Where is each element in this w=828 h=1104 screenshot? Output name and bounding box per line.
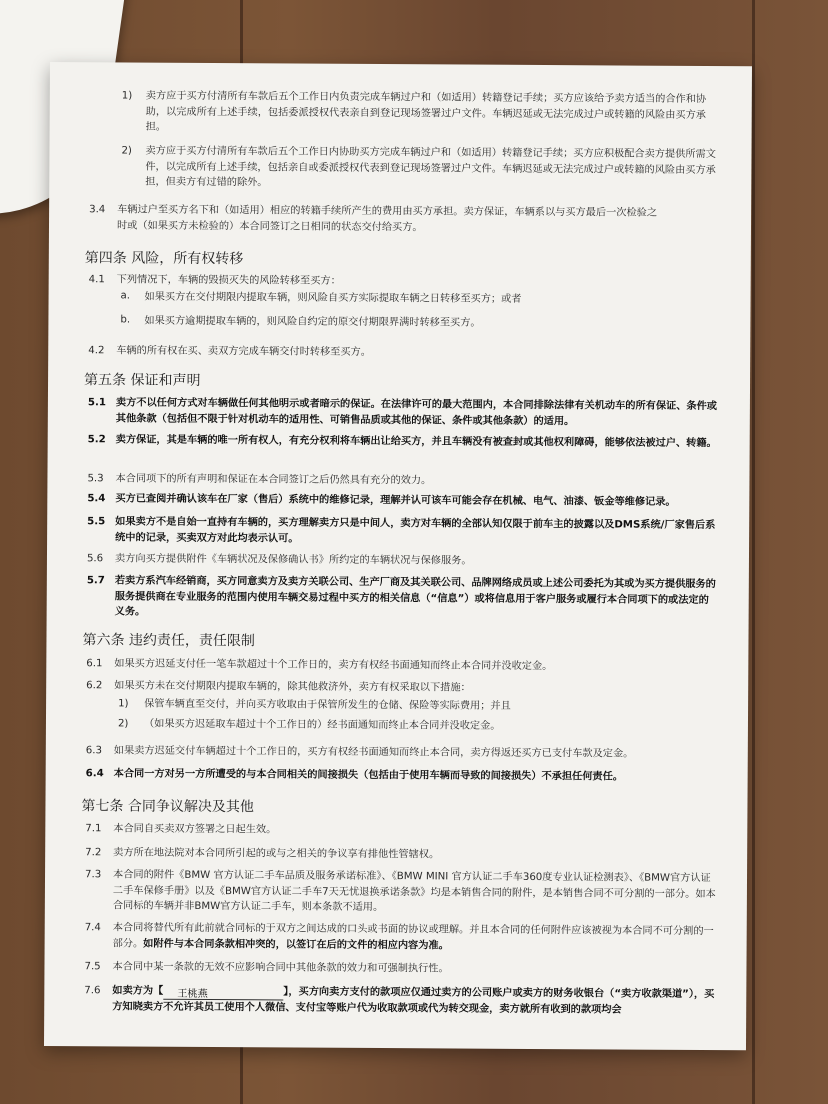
clause-number: 3.4 <box>89 204 106 216</box>
clause-text: 如果卖方迟延交付车辆超过十个工作日的，买方有权经书面通知而终止本合同，卖方得返还买方已支付车款及定金。 <box>113 745 634 760</box>
clause-number: 7.6 <box>84 985 101 997</box>
clause-text: 如果买方迟延支付任一笔车款超过十个工作日的，卖方有权经书面通知而终止本合同并没收定金。 <box>114 658 553 673</box>
clause-number: 7.3 <box>85 869 102 881</box>
clause-text: 本合同自买卖双方签署之日起生效。 <box>113 823 277 836</box>
clause-text: 如果买方逾期提取车辆的，则风险自约定的原交付期限界满时转移至买方。 <box>144 315 481 329</box>
item-number: 1) <box>121 90 133 102</box>
clause-number: 4.2 <box>88 345 105 357</box>
clause-text: 卖方应于买方付清所有车款后五个工作日内负责完成车辆过户和（如适用）转籍登记手续；买方应该给予卖方适当的合作和协助，以完成所有上述手续，包括委派授权代表亲自到登记现场签署过户文件。车辆迟延或无法完成过户或转籍的风险由买方承担。 <box>145 90 707 133</box>
clause-text: 本合同的附件《BMW 官方认证二手车品质及服务承诺标准》、《BMW MINI 官方认证二手车360度专业认证检测表》、《BMW官方认证二手车保修手册》以及《BMW官方认证二手车7天无忧退换承诺条款》均是本销售合同的附件，是本销售合同不可分割的一部分。如本合同标的车辆并非BMW官方认证二手车，则本条款不适用。 <box>112 869 716 914</box>
section-heading: 第六条 违约责任，责任限制 <box>82 632 255 650</box>
clause-text: 保管车辆直至交付，并向买方收取由于保管所发生的仓储、保险等实际费用；并且 <box>144 698 511 712</box>
clause-text-part: 本合同将替代所有此前就合同标的于双方之间达成的口头或书面的协议或理解。并且本合同的任何附件应该被视为本合同不可分割的一部分。 <box>112 922 714 950</box>
clause-number: 6.2 <box>86 680 103 692</box>
clause-number: 6.1 <box>86 658 103 670</box>
clause-text: 本合同项下的所有声明和保证在本合同签订之后仍然具有充分的效力。 <box>115 473 432 487</box>
clause-number: 5.1 <box>87 397 107 409</box>
seller-name: 王桃燕 <box>177 988 208 1000</box>
clause-number: 5.2 <box>87 434 106 446</box>
item-number: b. <box>120 314 131 326</box>
clause-text: 如果买方在交付期限内提取车辆，则风险自买方实际提取车辆之日转移至买方；或者 <box>144 291 522 305</box>
item-number: a. <box>120 290 131 302</box>
clause-text-bold: 如附件与本合同条款相冲突的，以签订在后的文件的相应内容为准。 <box>143 938 449 952</box>
clause-text: 车辆过户至买方名下和（如适用）相应的转籍手续所产生的费用由买方承担。卖方保证，车辆系以与买方最后一次检验之时或（如果买方未检验的）本合同签订之日相同的状态交付给买方。 <box>116 204 658 233</box>
clause-text: 若卖方系汽车经销商，买方同意卖方及卖方关联公司、生产厂商及其关联公司、品牌网络成员或上述公司委托为其或为买方提供服务的服务提供商在专业服务的范围内使用车辆交易过程中买方的相关信息（“信息”）或将信息用于客户服务或履行本合同项下的或法定的义务。 <box>114 575 716 618</box>
clause-text: 如果卖方不是自始一直持有车辆的，买方理解卖方只是中间人，卖方对车辆的全部认知仅限于前车主的披露以及DMS系统/厂家售后系统中的记录，买卖双方对此均表示认可。 <box>115 516 716 545</box>
clause-text: 本合同中某一条款的无效不应影响合同中其他条款的效力和可强制执行性。 <box>112 961 449 975</box>
clause-number: 6.4 <box>85 768 104 780</box>
clause-number: 5.7 <box>86 575 105 587</box>
clause-text: 卖方保证，其是车辆的唯一所有权人，有充分权利将车辆出让给买方，并且车辆没有被查封或其他权利障碍，能够依法被过户、转籍。 <box>115 434 717 450</box>
clause-text: 如果买方未在交付期限内提取车辆的，除其他救济外，卖方有权采取以下措施： <box>114 680 471 694</box>
wood-seam <box>752 0 755 1104</box>
clause-number: 6.3 <box>85 745 103 757</box>
clause-text: 本合同一方对另一方所遭受的与本合同相关的间接损失（包括由于使用车辆而导致的间接损失）不承担任何责任。 <box>113 768 624 783</box>
section-heading: 第四条 风险，所有权转移 <box>84 250 244 268</box>
section-heading: 第七条 合同争议解决及其他 <box>81 798 254 816</box>
clause-number: 5.6 <box>86 553 104 565</box>
clause-number: 5.3 <box>87 473 104 485</box>
clause-text: 下列情况下，车辆的毁损灭失的风险转移至买方： <box>116 274 341 287</box>
item-number: 1) <box>118 698 129 710</box>
clause-number: 7.2 <box>85 847 102 859</box>
clause-text-part: 】，买方向卖方支付的款项应仅通过卖方的公司账户或卖方的财务收银台（“卖方收款渠道”），买方知晓卖方不允许其员工使用个人微信、支付宝等账户代为收取款项或代为转交现金，卖方就所有收到的款项均会 <box>112 986 715 1016</box>
seller-name-field <box>163 986 283 1000</box>
clause-text: 车辆的所有权在买、卖双方完成车辆交付时转移至买方。 <box>116 345 371 358</box>
clause-text: 卖方不以任何方式对车辆做任何其他明示或者暗示的保证。在法律许可的最大范围内，本合同排除法律有关机动车的所有保证、条件或其他条款（包括但不限于针对机动车的适用性、可销售品质或其他的保证、条件或其他条款）的适用。 <box>115 397 718 427</box>
clause-number: 5.5 <box>87 516 106 528</box>
clause-number: 7.4 <box>84 922 101 934</box>
item-number: 2) <box>121 145 132 157</box>
clause-text <box>112 983 716 1018</box>
item-number: 2) <box>117 718 129 730</box>
clause-text-part: 如卖方为【 <box>112 985 164 997</box>
clause-number: 4.1 <box>88 274 105 286</box>
section-heading: 第五条 保证和声明 <box>84 372 201 389</box>
clause-text: 卖方向买方提供附件《车辆状况及保修确认书》所约定的车辆状况与保修服务。 <box>114 553 472 567</box>
contract-page <box>44 62 752 1050</box>
clause-text: （如果买方迟延取车超过十个工作日的）经书面通知而终止本合同并没收定金。 <box>143 718 501 732</box>
clause-number: 7.1 <box>85 823 102 835</box>
clause-text: 卖方所在地法院对本合同所引起的或与之相关的争议享有排他性管辖权。 <box>113 847 440 861</box>
clause-text: 买方已查阅并确认该车在厂家（售后）系统中的维修记录，理解并认可该车可能会存在机械、电气、油漆、钣金等维修记录。 <box>115 493 676 508</box>
clause-number: 5.4 <box>87 493 106 505</box>
clause-number: 7.5 <box>84 961 101 973</box>
clause-text <box>113 920 717 955</box>
clause-text: 卖方应于买方付清所有车款后五个工作日内协助买方完成车辆过户和（如适用）转籍登记手续；买方应积极配合卖方提供所需文件，以完成所有上述手续，包括亲自或委派授权代表到登记现场签署过户文件。车辆迟延或无法完成过户或转籍的风险由买方承担，但卖方有过错的除外。 <box>145 145 716 189</box>
